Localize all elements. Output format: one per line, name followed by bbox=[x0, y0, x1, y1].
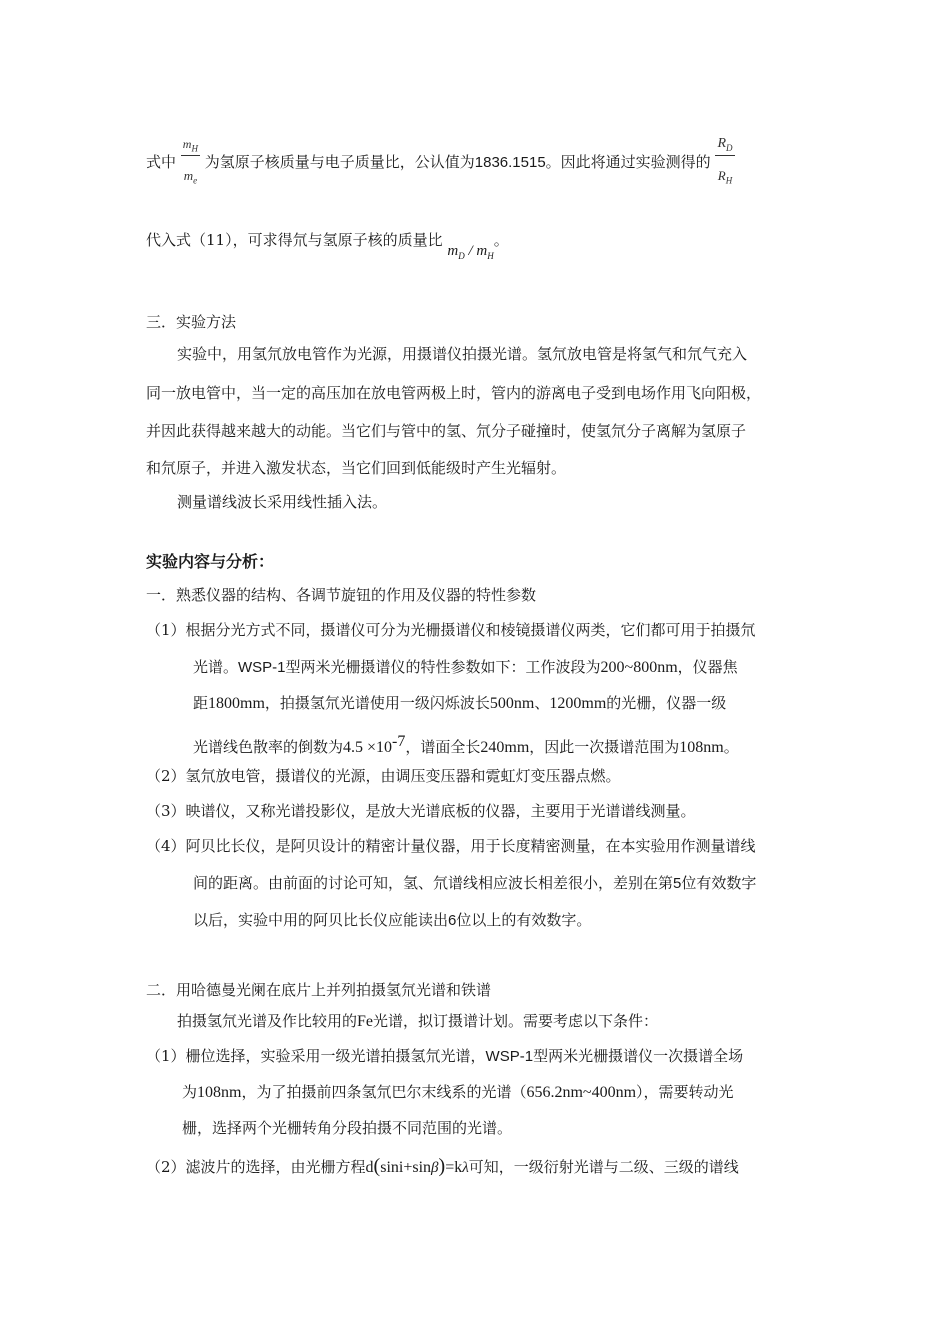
text-post: 。因此将通过实验测得的 bbox=[545, 153, 711, 171]
value-1836: 1836.1515 bbox=[474, 154, 546, 171]
method-line-2: 同一放电管中，当一定的高压加在放电管两极上时，管内的游离电子受到电场作用飞向阳极， bbox=[146, 384, 762, 402]
method-line-1: 实验中，用氢氘放电管作为光源，用摄谱仪拍摄光谱。氢氘放电管是将氢气和氘气充入 bbox=[177, 345, 748, 363]
fraction-mh-me: $\frac{m_H}{m_e}$ bbox=[182, 137, 198, 186]
item1-line-1: （1）根据分光方式不同，摄谱仪可分为光栅摄谱仪和棱镜摄谱仪两类，它们都可用于拍摄氘 bbox=[146, 621, 756, 639]
method-line-5: 测量谱线波长采用线性插入法。 bbox=[177, 493, 388, 511]
text-pre: 式中 bbox=[146, 153, 177, 171]
item3-line: （3）映谱仪，又称光谱投影仪，是放大光谱底板的仪器，主要用于光谱谱线测量。 bbox=[146, 802, 696, 820]
mass-ratio: $m_D / m_H$ bbox=[447, 243, 494, 261]
item4-line-3: 以后，实验中用的阿贝比长仪应能读出6位以上的有效数字。 bbox=[193, 911, 592, 929]
method-line-3: 并因此获得越来越大的动能。当它们与管中的氢、氘分子碰撞时，使氢氘分子离解为氢原子 bbox=[146, 422, 747, 440]
method-heading: 三．实验方法 bbox=[146, 313, 237, 331]
cond1-line-3: 栅，选择两个光栅转角分段拍摄不同范围的光谱。 bbox=[182, 1119, 513, 1137]
method-line-4: 和氘原子，并进入激发状态，当它们回到低能级时产生光辐射。 bbox=[146, 459, 567, 477]
item4-line-2: 间的距离。由前面的讨论可知，氢、氘谱线相应波长相差很小，差别在第5位有效数字 bbox=[193, 874, 757, 892]
cond2-line: （2）滤波片的选择，由光栅方程d(sini+sinβ)=kλ可知，一级衍射光谱与二级、三级的谱线 bbox=[146, 1155, 739, 1177]
text-mid: 为氢原子核质量与电子质量比，公认值为 bbox=[204, 153, 475, 171]
cond1-line-1: （1）栅位选择，实验采用一级光谱拍摄氢氘光谱，WSP-1型两米光栅摄谱仪一次摄谱全场 bbox=[146, 1047, 744, 1065]
item2-line: （2）氢氘放电管，摄谱仪的光源，由调压变压器和霓虹灯变压器点燃。 bbox=[146, 767, 621, 785]
item1-line-3: 距1800mm，拍摄氢氘光谱使用一级闪烁波长500nm、1200mm的光栅，仪器一级 bbox=[193, 694, 727, 712]
section-2-intro: 拍摄氢氘光谱及作比较用的Fe光谱，拟订摄谱计划。需要考虑以下条件： bbox=[177, 1012, 659, 1030]
fraction-rd-rh: $\frac{R_D}{R_H}$ bbox=[717, 136, 733, 186]
section-1-title: 一．熟悉仪器的结构、各调节旋钮的作用及仪器的特性参数 bbox=[146, 586, 537, 604]
cond1-line-2: 为108nm，为了拍摄前四条氢氘巴尔末线系的光谱（656.2nm~400nm），需要转动光 bbox=[182, 1083, 734, 1101]
item1-line-4: 光谱线色散率的倒数为$4.5 \times 10^{-7}$，谱面全长240mm，因此一次摄谱范围为108nm。 bbox=[193, 733, 739, 756]
substitute-line: 代入式（11），可求得氘与氢原子核的质量比 $m_D / m_H$。 bbox=[146, 231, 509, 261]
formula-line bbox=[146, 137, 735, 189]
content-heading: 实验内容与分析： bbox=[146, 552, 275, 571]
item1-line-2: 光谱。WSP-1型两米光栅摄谱仪的特性参数如下：工作波段为200~800nm，仪器焦 bbox=[193, 658, 738, 676]
item4-line-1: （4）阿贝比长仪，是阿贝设计的精密计量仪器，用于长度精密测量，在本实验用作测量谱线 bbox=[146, 837, 756, 855]
section-2-title: 二．用哈德曼光阑在底片上并列拍摄氢氘光谱和铁谱 bbox=[146, 981, 492, 999]
